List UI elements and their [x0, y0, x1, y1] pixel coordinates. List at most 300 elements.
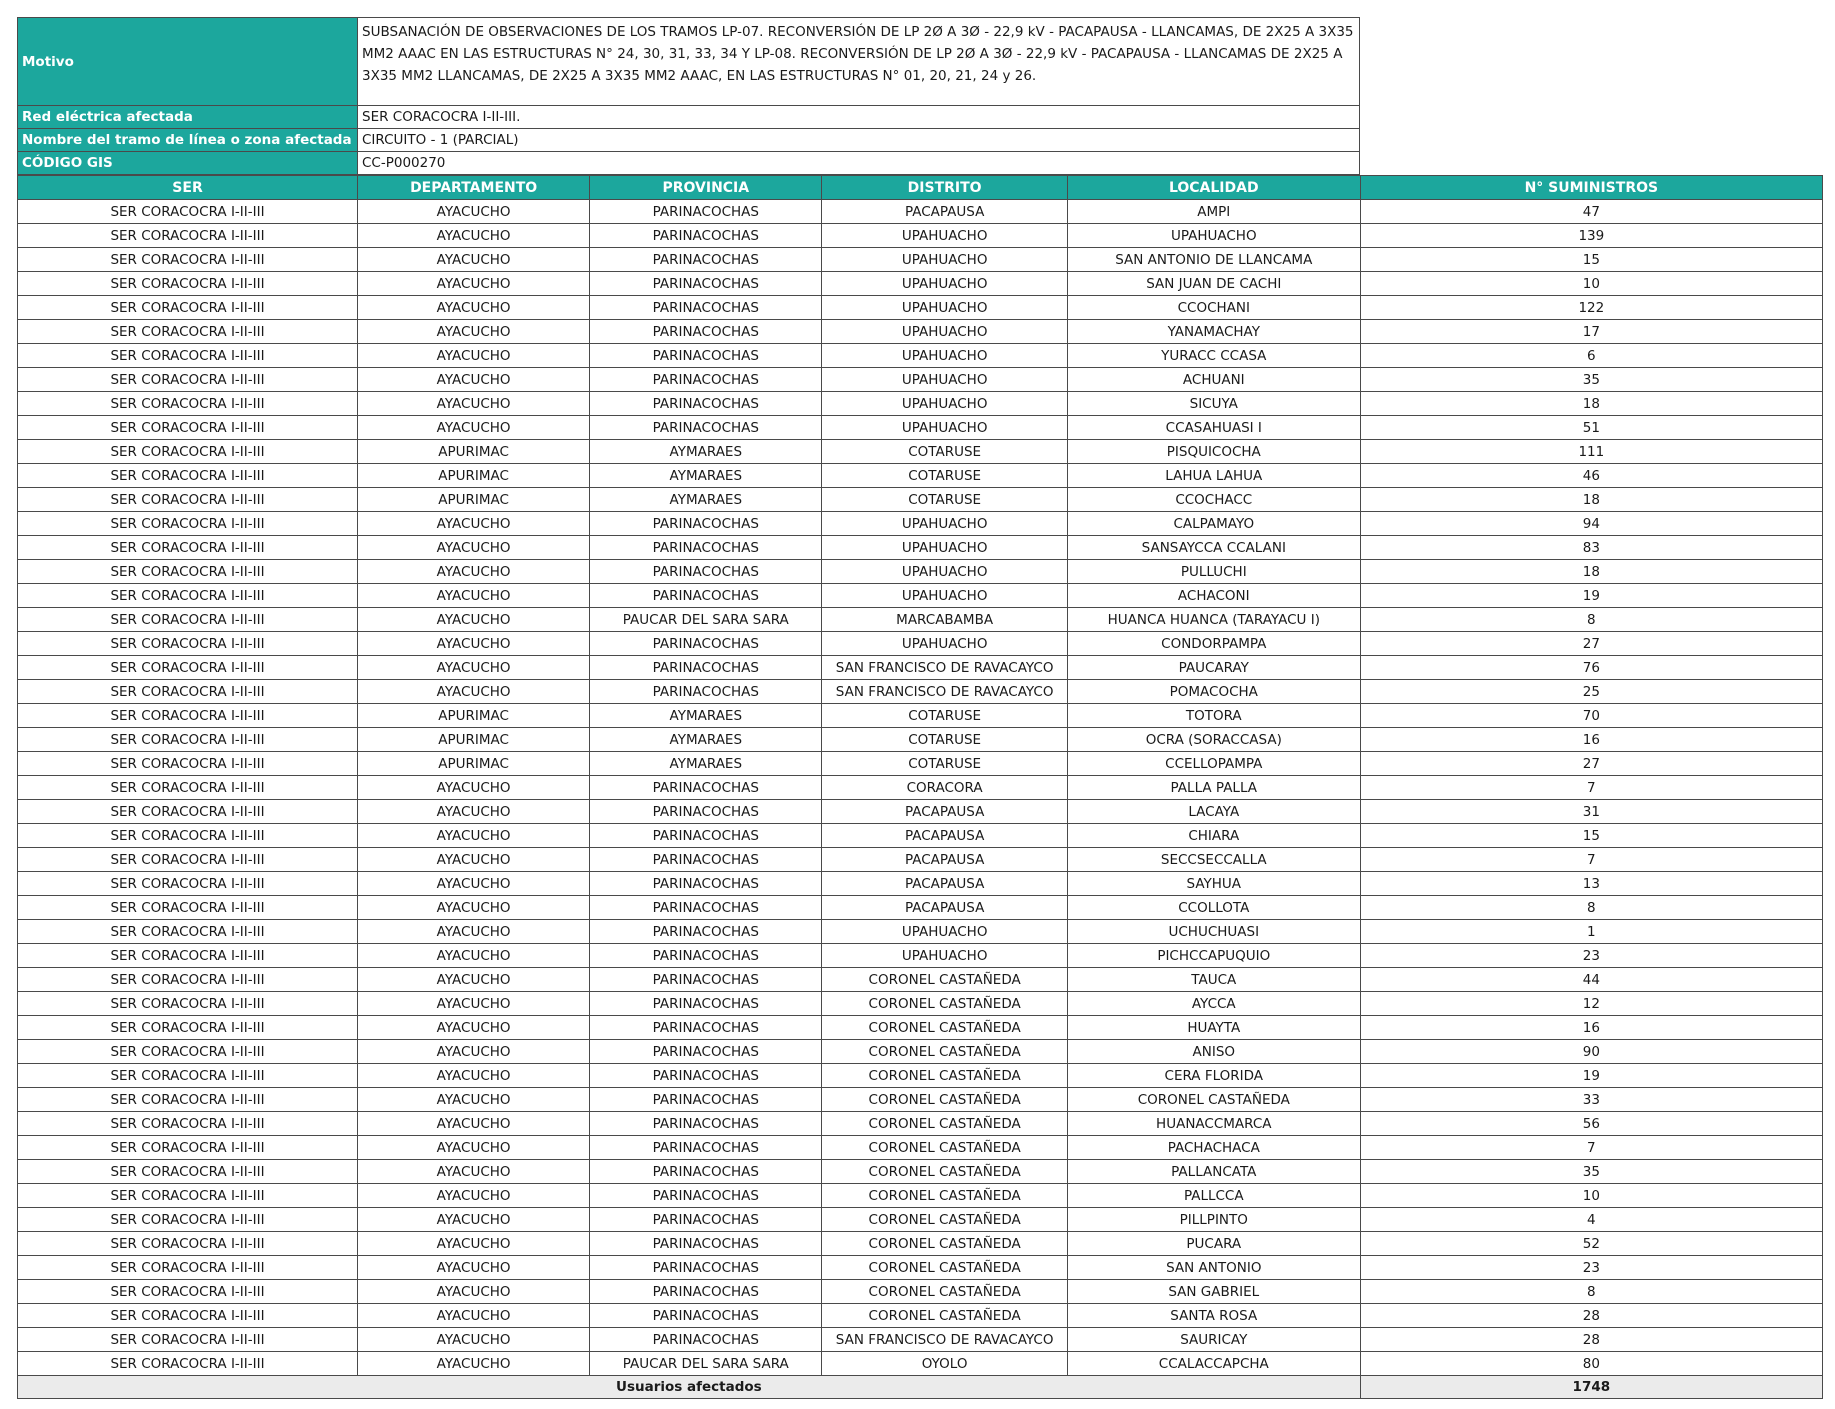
cell-distrito: UPAHUACHO — [822, 320, 1068, 344]
table-row — [18, 1064, 1823, 1088]
cell-localidad: ACHUANI — [1067, 368, 1360, 392]
cell-ser: SER CORACOCRA I-II-III — [18, 464, 358, 488]
cell-departamento: AYACUCHO — [358, 368, 590, 392]
cell-ser: SER CORACOCRA I-II-III — [18, 704, 358, 728]
cell-ser: SER CORACOCRA I-II-III — [18, 656, 358, 680]
red-value: SER CORACOCRA I-II-III. — [358, 106, 1360, 129]
cell-departamento: AYACUCHO — [358, 896, 590, 920]
cell-suministros: 76 — [1360, 656, 1822, 680]
cell-provincia: PARINACOCHAS — [590, 824, 822, 848]
cell-departamento: AYACUCHO — [358, 584, 590, 608]
cell-distrito: COTARUSE — [822, 464, 1068, 488]
cell-localidad: PILLPINTO — [1067, 1208, 1360, 1232]
cell-provincia: PARINACOCHAS — [590, 1088, 822, 1112]
cell-distrito: SAN FRANCISCO DE RAVACAYCO — [822, 680, 1068, 704]
cell-provincia: PARINACOCHAS — [590, 1136, 822, 1160]
cell-distrito: UPAHUACHO — [822, 632, 1068, 656]
cell-distrito: COTARUSE — [822, 752, 1068, 776]
cell-provincia: PARINACOCHAS — [590, 1304, 822, 1328]
cell-ser: SER CORACOCRA I-II-III — [18, 584, 358, 608]
cell-provincia: PARINACOCHAS — [590, 1208, 822, 1232]
cell-ser: SER CORACOCRA I-II-III — [18, 224, 358, 248]
cell-ser: SER CORACOCRA I-II-III — [18, 848, 358, 872]
cell-ser: SER CORACOCRA I-II-III — [18, 1352, 358, 1376]
cell-distrito: CORONEL CASTAÑEDA — [822, 1136, 1068, 1160]
table-row — [18, 488, 1823, 512]
cell-suministros: 19 — [1360, 584, 1822, 608]
table-row — [18, 1256, 1823, 1280]
cell-distrito: UPAHUACHO — [822, 392, 1068, 416]
table-row — [18, 776, 1823, 800]
cell-suministros: 16 — [1360, 1016, 1822, 1040]
cell-suministros: 6 — [1360, 344, 1822, 368]
cell-distrito: COTARUSE — [822, 728, 1068, 752]
table-row — [18, 968, 1823, 992]
cell-distrito: UPAHUACHO — [822, 272, 1068, 296]
table-row — [18, 560, 1823, 584]
cell-departamento: AYACUCHO — [358, 1112, 590, 1136]
table-row — [18, 1328, 1823, 1352]
cell-distrito: CORACORA — [822, 776, 1068, 800]
cell-localidad: SANSAYCCA CCALANI — [1067, 536, 1360, 560]
cell-provincia: PARINACOCHAS — [590, 224, 822, 248]
cell-distrito: PACAPAUSA — [822, 896, 1068, 920]
cell-departamento: AYACUCHO — [358, 512, 590, 536]
tramo-label: Nombre del tramo de línea o zona afectada — [18, 129, 358, 152]
cell-suministros: 31 — [1360, 800, 1822, 824]
table-row — [18, 416, 1823, 440]
cell-departamento: AYACUCHO — [358, 1256, 590, 1280]
motivo-row — [18, 18, 1360, 106]
cell-localidad: PULLUCHI — [1067, 560, 1360, 584]
cell-suministros: 44 — [1360, 968, 1822, 992]
cell-distrito: CORONEL CASTAÑEDA — [822, 1088, 1068, 1112]
cell-suministros: 35 — [1360, 368, 1822, 392]
cell-localidad: SAN JUAN DE CACHI — [1067, 272, 1360, 296]
cell-suministros: 90 — [1360, 1040, 1822, 1064]
cell-ser: SER CORACOCRA I-II-III — [18, 968, 358, 992]
cell-localidad: TOTORA — [1067, 704, 1360, 728]
cell-distrito: CORONEL CASTAÑEDA — [822, 1016, 1068, 1040]
cell-localidad: TAUCA — [1067, 968, 1360, 992]
total-row — [18, 1376, 1823, 1399]
cell-localidad: YANAMACHAY — [1067, 320, 1360, 344]
cell-ser: SER CORACOCRA I-II-III — [18, 512, 358, 536]
cell-localidad: OCRA (SORACCASA) — [1067, 728, 1360, 752]
cell-ser: SER CORACOCRA I-II-III — [18, 992, 358, 1016]
cell-ser: SER CORACOCRA I-II-III — [18, 1328, 358, 1352]
cell-departamento: AYACUCHO — [358, 1160, 590, 1184]
cell-departamento: AYACUCHO — [358, 1208, 590, 1232]
cell-suministros: 18 — [1360, 392, 1822, 416]
cell-localidad: SAN ANTONIO DE LLANCAMA — [1067, 248, 1360, 272]
table-row — [18, 272, 1823, 296]
cell-localidad: CCOLLOTA — [1067, 896, 1360, 920]
cell-departamento: AYACUCHO — [358, 800, 590, 824]
cell-departamento: AYACUCHO — [358, 416, 590, 440]
cell-localidad: PUCARA — [1067, 1232, 1360, 1256]
cell-suministros: 8 — [1360, 608, 1822, 632]
table-row — [18, 1184, 1823, 1208]
table-row — [18, 584, 1823, 608]
cell-ser: SER CORACOCRA I-II-III — [18, 1136, 358, 1160]
cell-localidad: SAYHUA — [1067, 872, 1360, 896]
red-row — [18, 106, 1360, 129]
cell-localidad: HUANCA HUANCA (TARAYACU I) — [1067, 608, 1360, 632]
cell-provincia: PARINACOCHAS — [590, 560, 822, 584]
table-row — [18, 368, 1823, 392]
cell-departamento: AYACUCHO — [358, 1016, 590, 1040]
table-row — [18, 1304, 1823, 1328]
cell-suministros: 80 — [1360, 1352, 1822, 1376]
gis-label: CÓDIGO GIS — [18, 152, 358, 175]
cell-localidad: CCOCHACC — [1067, 488, 1360, 512]
cell-suministros: 8 — [1360, 1280, 1822, 1304]
cell-provincia: PARINACOCHAS — [590, 272, 822, 296]
cell-suministros: 8 — [1360, 896, 1822, 920]
cell-departamento: AYACUCHO — [358, 632, 590, 656]
cell-distrito: CORONEL CASTAÑEDA — [822, 1304, 1068, 1328]
cell-provincia: PARINACOCHAS — [590, 368, 822, 392]
cell-distrito: OYOLO — [822, 1352, 1068, 1376]
cell-provincia: PARINACOCHAS — [590, 536, 822, 560]
table-row — [18, 1136, 1823, 1160]
column-header-suministros: N° SUMINISTROS — [1360, 176, 1822, 200]
cell-suministros: 15 — [1360, 824, 1822, 848]
cell-provincia: PARINACOCHAS — [590, 1064, 822, 1088]
cell-departamento: AYACUCHO — [358, 536, 590, 560]
cell-departamento: AYACUCHO — [358, 920, 590, 944]
cell-departamento: APURIMAC — [358, 752, 590, 776]
cell-departamento: APURIMAC — [358, 488, 590, 512]
table-row — [18, 464, 1823, 488]
cell-localidad: ACHACONI — [1067, 584, 1360, 608]
cell-distrito: CORONEL CASTAÑEDA — [822, 1208, 1068, 1232]
cell-provincia: PARINACOCHAS — [590, 344, 822, 368]
cell-ser: SER CORACOCRA I-II-III — [18, 680, 358, 704]
cell-ser: SER CORACOCRA I-II-III — [18, 296, 358, 320]
cell-suministros: 51 — [1360, 416, 1822, 440]
cell-departamento: AYACUCHO — [358, 944, 590, 968]
cell-provincia: PARINACOCHAS — [590, 968, 822, 992]
cell-provincia: PARINACOCHAS — [590, 1184, 822, 1208]
cell-departamento: AYACUCHO — [358, 1064, 590, 1088]
cell-localidad: SECCSECCALLA — [1067, 848, 1360, 872]
cell-localidad: SANTA ROSA — [1067, 1304, 1360, 1328]
cell-suministros: 70 — [1360, 704, 1822, 728]
table-row — [18, 680, 1823, 704]
cell-localidad: PALLCCA — [1067, 1184, 1360, 1208]
cell-provincia: PARINACOCHAS — [590, 1232, 822, 1256]
cell-localidad: YURACC CCASA — [1067, 344, 1360, 368]
cell-distrito: UPAHUACHO — [822, 296, 1068, 320]
cell-departamento: AYACUCHO — [358, 1184, 590, 1208]
table-row — [18, 1352, 1823, 1376]
cell-suministros: 27 — [1360, 752, 1822, 776]
cell-ser: SER CORACOCRA I-II-III — [18, 272, 358, 296]
tramo-value: CIRCUITO - 1 (PARCIAL) — [358, 129, 1360, 152]
cell-distrito: UPAHUACHO — [822, 368, 1068, 392]
cell-provincia: PAUCAR DEL SARA SARA — [590, 1352, 822, 1376]
table-row — [18, 248, 1823, 272]
cell-provincia: PARINACOCHAS — [590, 1016, 822, 1040]
table-row — [18, 752, 1823, 776]
cell-distrito: PACAPAUSA — [822, 824, 1068, 848]
cell-provincia: PARINACOCHAS — [590, 872, 822, 896]
cell-departamento: AYACUCHO — [358, 824, 590, 848]
cell-distrito: CORONEL CASTAÑEDA — [822, 968, 1068, 992]
cell-suministros: 23 — [1360, 944, 1822, 968]
table-row — [18, 536, 1823, 560]
cell-departamento: AYACUCHO — [358, 848, 590, 872]
cell-suministros: 10 — [1360, 272, 1822, 296]
cell-ser: SER CORACOCRA I-II-III — [18, 1232, 358, 1256]
cell-localidad: PACHACHACA — [1067, 1136, 1360, 1160]
cell-localidad: LAHUA LAHUA — [1067, 464, 1360, 488]
cell-departamento: AYACUCHO — [358, 1088, 590, 1112]
cell-localidad: AYCCA — [1067, 992, 1360, 1016]
cell-suministros: 94 — [1360, 512, 1822, 536]
cell-distrito: CORONEL CASTAÑEDA — [822, 1280, 1068, 1304]
cell-departamento: AYACUCHO — [358, 344, 590, 368]
cell-ser: SER CORACOCRA I-II-III — [18, 1184, 358, 1208]
cell-departamento: AYACUCHO — [358, 320, 590, 344]
cell-provincia: PARINACOCHAS — [590, 800, 822, 824]
column-header-localidad: LOCALIDAD — [1067, 176, 1360, 200]
cell-departamento: AYACUCHO — [358, 776, 590, 800]
cell-provincia: PARINACOCHAS — [590, 512, 822, 536]
cell-suministros: 23 — [1360, 1256, 1822, 1280]
cell-localidad: CONDORPAMPA — [1067, 632, 1360, 656]
table-row — [18, 392, 1823, 416]
table-row — [18, 1088, 1823, 1112]
cell-suministros: 18 — [1360, 488, 1822, 512]
cell-departamento: AYACUCHO — [358, 1280, 590, 1304]
cell-ser: SER CORACOCRA I-II-III — [18, 776, 358, 800]
cell-localidad: PALLA PALLA — [1067, 776, 1360, 800]
cell-localidad: POMACOCHA — [1067, 680, 1360, 704]
cell-departamento: AYACUCHO — [358, 992, 590, 1016]
cell-provincia: PARINACOCHAS — [590, 632, 822, 656]
cell-localidad: CCOCHANI — [1067, 296, 1360, 320]
cell-localidad: CALPAMAYO — [1067, 512, 1360, 536]
cell-provincia: PARINACOCHAS — [590, 584, 822, 608]
table-row — [18, 896, 1823, 920]
cell-suministros: 52 — [1360, 1232, 1822, 1256]
cell-departamento: APURIMAC — [358, 728, 590, 752]
cell-provincia: AYMARAES — [590, 752, 822, 776]
cell-departamento: AYACUCHO — [358, 680, 590, 704]
info-table — [17, 17, 1360, 175]
cell-suministros: 16 — [1360, 728, 1822, 752]
table-row — [18, 944, 1823, 968]
cell-distrito: UPAHUACHO — [822, 344, 1068, 368]
cell-ser: SER CORACOCRA I-II-III — [18, 560, 358, 584]
cell-localidad: HUAYTA — [1067, 1016, 1360, 1040]
cell-suministros: 7 — [1360, 848, 1822, 872]
cell-ser: SER CORACOCRA I-II-III — [18, 800, 358, 824]
cell-ser: SER CORACOCRA I-II-III — [18, 608, 358, 632]
cell-provincia: PARINACOCHAS — [590, 1112, 822, 1136]
total-label: Usuarios afectados — [18, 1376, 1361, 1399]
table-row — [18, 1016, 1823, 1040]
cell-distrito: CORONEL CASTAÑEDA — [822, 1232, 1068, 1256]
cell-provincia: PARINACOCHAS — [590, 1040, 822, 1064]
cell-distrito: COTARUSE — [822, 440, 1068, 464]
cell-provincia: PARINACOCHAS — [590, 1328, 822, 1352]
cell-suministros: 122 — [1360, 296, 1822, 320]
cell-departamento: AYACUCHO — [358, 296, 590, 320]
cell-suministros: 12 — [1360, 992, 1822, 1016]
cell-ser: SER CORACOCRA I-II-III — [18, 728, 358, 752]
table-row — [18, 1112, 1823, 1136]
cell-provincia: PARINACOCHAS — [590, 848, 822, 872]
cell-ser: SER CORACOCRA I-II-III — [18, 752, 358, 776]
table-row — [18, 440, 1823, 464]
cell-distrito: MARCABAMBA — [822, 608, 1068, 632]
cell-suministros: 1 — [1360, 920, 1822, 944]
cell-ser: SER CORACOCRA I-II-III — [18, 1016, 358, 1040]
cell-ser: SER CORACOCRA I-II-III — [18, 1160, 358, 1184]
cell-localidad: SICUYA — [1067, 392, 1360, 416]
cell-localidad: PAUCARAY — [1067, 656, 1360, 680]
cell-ser: SER CORACOCRA I-II-III — [18, 920, 358, 944]
cell-departamento: AYACUCHO — [358, 1328, 590, 1352]
cell-provincia: AYMARAES — [590, 488, 822, 512]
cell-distrito: PACAPAUSA — [822, 800, 1068, 824]
cell-departamento: AYACUCHO — [358, 1136, 590, 1160]
cell-ser: SER CORACOCRA I-II-III — [18, 344, 358, 368]
cell-provincia: PARINACOCHAS — [590, 776, 822, 800]
cell-distrito: CORONEL CASTAÑEDA — [822, 1160, 1068, 1184]
cell-ser: SER CORACOCRA I-II-III — [18, 1208, 358, 1232]
cell-localidad: CCASAHUASI I — [1067, 416, 1360, 440]
cell-departamento: AYACUCHO — [358, 968, 590, 992]
table-row — [18, 656, 1823, 680]
cell-provincia: PARINACOCHAS — [590, 1160, 822, 1184]
cell-provincia: PARINACOCHAS — [590, 680, 822, 704]
cell-suministros: 111 — [1360, 440, 1822, 464]
cell-distrito: PACAPAUSA — [822, 872, 1068, 896]
cell-distrito: CORONEL CASTAÑEDA — [822, 992, 1068, 1016]
cell-departamento: AYACUCHO — [358, 1304, 590, 1328]
cell-provincia: PARINACOCHAS — [590, 1280, 822, 1304]
cell-distrito: COTARUSE — [822, 488, 1068, 512]
cell-ser: SER CORACOCRA I-II-III — [18, 1256, 358, 1280]
cell-provincia: PARINACOCHAS — [590, 416, 822, 440]
table-row — [18, 1232, 1823, 1256]
table-row — [18, 1160, 1823, 1184]
cell-departamento: AYACUCHO — [358, 272, 590, 296]
table-row — [18, 800, 1823, 824]
cell-ser: SER CORACOCRA I-II-III — [18, 248, 358, 272]
cell-suministros: 4 — [1360, 1208, 1822, 1232]
cell-provincia: AYMARAES — [590, 728, 822, 752]
cell-ser: SER CORACOCRA I-II-III — [18, 896, 358, 920]
cell-ser: SER CORACOCRA I-II-III — [18, 1040, 358, 1064]
column-header-distrito: DISTRITO — [822, 176, 1068, 200]
cell-localidad: PICHCCAPUQUIO — [1067, 944, 1360, 968]
table-row — [18, 320, 1823, 344]
cell-ser: SER CORACOCRA I-II-III — [18, 824, 358, 848]
cell-suministros: 28 — [1360, 1304, 1822, 1328]
cell-suministros: 25 — [1360, 680, 1822, 704]
table-row — [18, 512, 1823, 536]
cell-departamento: AYACUCHO — [358, 656, 590, 680]
cell-ser: SER CORACOCRA I-II-III — [18, 368, 358, 392]
cell-departamento: AYACUCHO — [358, 1040, 590, 1064]
tramo-row — [18, 129, 1360, 152]
cell-localidad: CCELLOPAMPA — [1067, 752, 1360, 776]
table-row — [18, 992, 1823, 1016]
cell-localidad: PISQUICOCHA — [1067, 440, 1360, 464]
cell-departamento: AYACUCHO — [358, 248, 590, 272]
cell-suministros: 83 — [1360, 536, 1822, 560]
cell-departamento: APURIMAC — [358, 440, 590, 464]
table-row — [18, 296, 1823, 320]
cell-localidad: CORONEL CASTAÑEDA — [1067, 1088, 1360, 1112]
cell-provincia: PARINACOCHAS — [590, 296, 822, 320]
table-row — [18, 200, 1823, 224]
cell-provincia: PARINACOCHAS — [590, 200, 822, 224]
cell-distrito: CORONEL CASTAÑEDA — [822, 1064, 1068, 1088]
cell-distrito: UPAHUACHO — [822, 560, 1068, 584]
cell-distrito: UPAHUACHO — [822, 248, 1068, 272]
cell-localidad: SAN ANTONIO — [1067, 1256, 1360, 1280]
cell-ser: SER CORACOCRA I-II-III — [18, 1088, 358, 1112]
cell-distrito: UPAHUACHO — [822, 536, 1068, 560]
cell-departamento: AYACUCHO — [358, 200, 590, 224]
cell-departamento: AYACUCHO — [358, 224, 590, 248]
cell-localidad: ANISO — [1067, 1040, 1360, 1064]
cell-ser: SER CORACOCRA I-II-III — [18, 1112, 358, 1136]
cell-localidad: UCHUCHUASI — [1067, 920, 1360, 944]
cell-distrito: SAN FRANCISCO DE RAVACAYCO — [822, 1328, 1068, 1352]
cell-suministros: 7 — [1360, 1136, 1822, 1160]
cell-distrito: UPAHUACHO — [822, 944, 1068, 968]
cell-distrito: PACAPAUSA — [822, 200, 1068, 224]
cell-suministros: 15 — [1360, 248, 1822, 272]
cell-ser: SER CORACOCRA I-II-III — [18, 632, 358, 656]
cell-suministros: 17 — [1360, 320, 1822, 344]
table-row — [18, 728, 1823, 752]
column-header-ser: SER — [18, 176, 358, 200]
cell-departamento: AYACUCHO — [358, 1232, 590, 1256]
cell-distrito: UPAHUACHO — [822, 584, 1068, 608]
cell-ser: SER CORACOCRA I-II-III — [18, 1064, 358, 1088]
cell-departamento: AYACUCHO — [358, 608, 590, 632]
cell-suministros: 35 — [1360, 1160, 1822, 1184]
cell-localidad: HUANACCMARCA — [1067, 1112, 1360, 1136]
cell-localidad: CCALACCAPCHA — [1067, 1352, 1360, 1376]
cell-suministros: 28 — [1360, 1328, 1822, 1352]
report-sheet — [17, 17, 1823, 1399]
cell-ser: SER CORACOCRA I-II-III — [18, 440, 358, 464]
cell-suministros: 10 — [1360, 1184, 1822, 1208]
table-row — [18, 824, 1823, 848]
cell-distrito: UPAHUACHO — [822, 224, 1068, 248]
cell-provincia: AYMARAES — [590, 464, 822, 488]
table-row — [18, 1280, 1823, 1304]
table-row — [18, 920, 1823, 944]
cell-provincia: PARINACOCHAS — [590, 248, 822, 272]
cell-provincia: PARINACOCHAS — [590, 896, 822, 920]
cell-localidad: UPAHUACHO — [1067, 224, 1360, 248]
cell-distrito: CORONEL CASTAÑEDA — [822, 1256, 1068, 1280]
cell-ser: SER CORACOCRA I-II-III — [18, 1304, 358, 1328]
cell-distrito: SAN FRANCISCO DE RAVACAYCO — [822, 656, 1068, 680]
cell-provincia: PARINACOCHAS — [590, 920, 822, 944]
